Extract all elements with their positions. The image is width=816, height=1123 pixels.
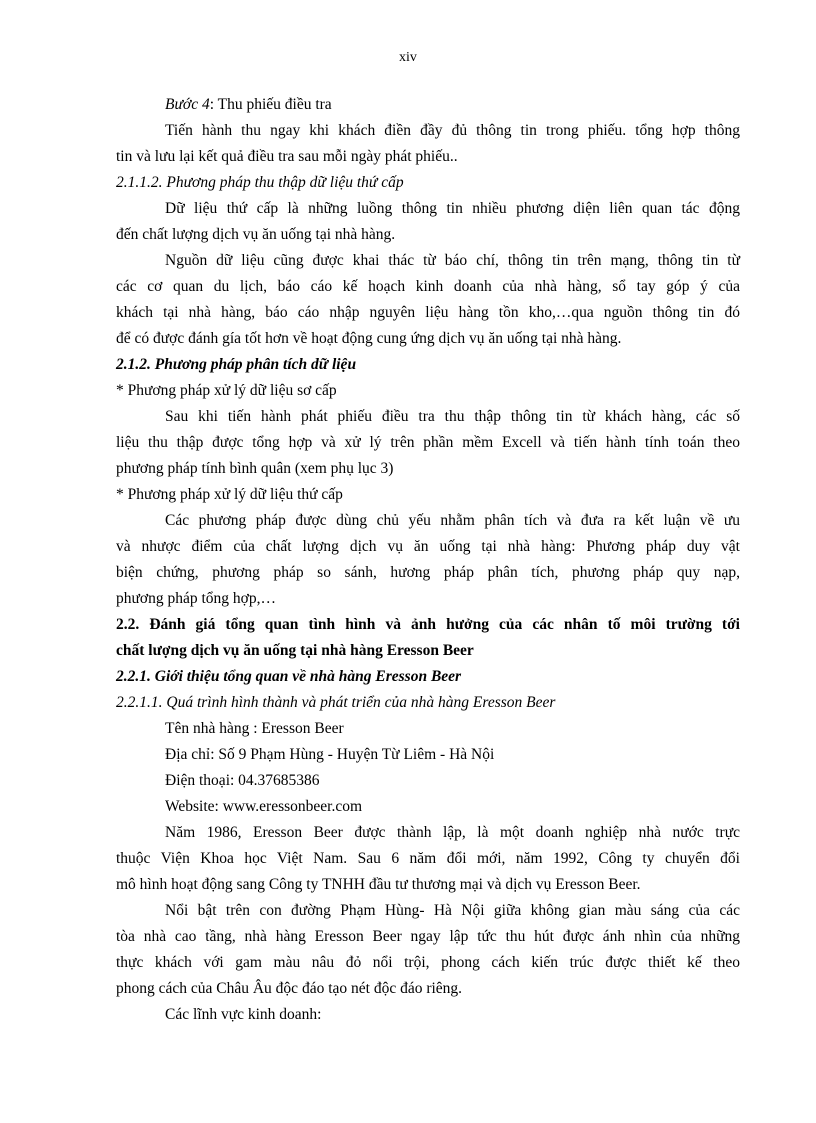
heading-2-2: 2.2. Đánh giá tổng quan tình hình và ảnh hưởng của các nhân tố môi trường tới bbox=[116, 616, 740, 633]
restaurant-address: Địa chỉ: Số 9 Phạm Hùng - Huyện Từ Liêm - Hà Nội bbox=[165, 746, 495, 763]
paragraph-line: đến chất lượng dịch vụ ăn uống tại nhà hàng. bbox=[116, 226, 396, 243]
bullet-line: * Phương pháp xử lý dữ liệu sơ cấp bbox=[116, 382, 337, 399]
paragraph-line: Các lĩnh vực kinh doanh: bbox=[165, 1006, 322, 1023]
paragraph-line: Tiến hành thu ngay khi khách điền đầy đủ thông tin trong phiếu. tổng hợp thông bbox=[165, 122, 740, 139]
page-number: xiv bbox=[399, 50, 417, 65]
paragraph-line: thực khách với gam màu nâu đỏ nổi trội, phong cách kiến trúc được thiết kế theo bbox=[116, 954, 740, 971]
heading-2-2-1-1: 2.2.1.1. Quá trình hình thành và phát triển của nhà hàng Eresson Beer bbox=[116, 694, 556, 711]
paragraph-line: Dữ liệu thứ cấp là những luồng thông tin nhiều phương diện liên quan tác động bbox=[165, 200, 740, 217]
heading-2-2-1: 2.2.1. Giới thiệu tổng quan về nhà hàng Eresson Beer bbox=[116, 668, 462, 685]
paragraph-line: Năm 1986, Eresson Beer được thành lập, là một doanh nghiệp nhà nước trực bbox=[165, 824, 740, 841]
heading-2-2-cont: chất lượng dịch vụ ăn uống tại nhà hàng Eresson Beer bbox=[116, 642, 474, 659]
paragraph-line: tin và lưu lại kết quả điều tra sau mỗi ngày phát phiếu.. bbox=[116, 148, 458, 165]
paragraph-line: phương pháp tổng hợp,… bbox=[116, 590, 276, 607]
paragraph-line: phong cách của Châu Âu độc đáo tạo nét độc đáo riêng. bbox=[116, 980, 463, 997]
bullet-line: * Phương pháp xử lý dữ liệu thứ cấp bbox=[116, 486, 343, 503]
heading-2-1-1-2: 2.1.1.2. Phương pháp thu thập dữ liệu thứ cấp bbox=[116, 174, 404, 191]
paragraph-line: Nổi bật trên con đường Phạm Hùng- Hà Nội giữa không gian màu sáng của các bbox=[165, 902, 740, 919]
paragraph-line: biện chứng, phương pháp so sánh, hương pháp phân tích, phương pháp quy nạp, bbox=[116, 564, 740, 581]
step-label: Bước 4 bbox=[165, 96, 210, 113]
paragraph-line: Nguồn dữ liệu cũng được khai thác từ báo chí, thông tin trên mạng, thông tin từ bbox=[165, 252, 740, 269]
paragraph-line: và nhược điểm của chất lượng dịch vụ ăn uống tại nhà hàng: Phương pháp duy vật bbox=[116, 538, 740, 555]
step-4-line bbox=[165, 97, 740, 113]
paragraph-line: thuộc Viện Khoa học Việt Nam. Sau 6 năm đổi mới, năm 1992, Công ty chuyển đổi bbox=[116, 850, 740, 867]
paragraph-line: khách tại nhà hàng, báo cáo nhập nguyên liệu hàng tồn kho,…qua nguồn thông tin đó bbox=[116, 304, 740, 321]
restaurant-website: Website: www.eressonbeer.com bbox=[165, 798, 363, 815]
restaurant-name: Tên nhà hàng : Eresson Beer bbox=[165, 720, 344, 737]
paragraph-line: Các phương pháp được dùng chủ yếu nhằm phân tích và đưa ra kết luận về ưu bbox=[165, 512, 740, 529]
heading-2-1-2: 2.1.2. Phương pháp phân tích dữ liệu bbox=[116, 356, 357, 373]
paragraph-line: các cơ quan du lịch, báo cáo kế hoạch kinh doanh của nhà hàng, sổ tay góp ý của bbox=[116, 278, 740, 295]
restaurant-phone: Điện thoại: 04.37685386 bbox=[165, 772, 320, 789]
paragraph-line: tòa nhà cao tầng, nhà hàng Eresson Beer ngay lập tức thu hút được ánh nhìn của những bbox=[116, 928, 740, 945]
paragraph-line: liệu thu thập được tổng hợp và xử lý trên phần mềm Excell và tiến hành tính toán theo bbox=[116, 434, 740, 451]
paragraph-line: để có được đánh gía tốt hơn về hoạt động cung ứng dịch vụ ăn uống tại nhà hàng. bbox=[116, 330, 622, 347]
step-text: : Thu phiếu điều tra bbox=[209, 96, 332, 113]
paragraph-line: Sau khi tiến hành phát phiếu điều tra thu thập thông tin từ khách hàng, các số bbox=[165, 408, 740, 425]
paragraph-line: mô hình hoạt động sang Công ty TNHH đầu tư thương mại và dịch vụ Eresson Beer. bbox=[116, 876, 641, 893]
paragraph-line: phương pháp tính bình quân (xem phụ lục 3) bbox=[116, 460, 394, 477]
